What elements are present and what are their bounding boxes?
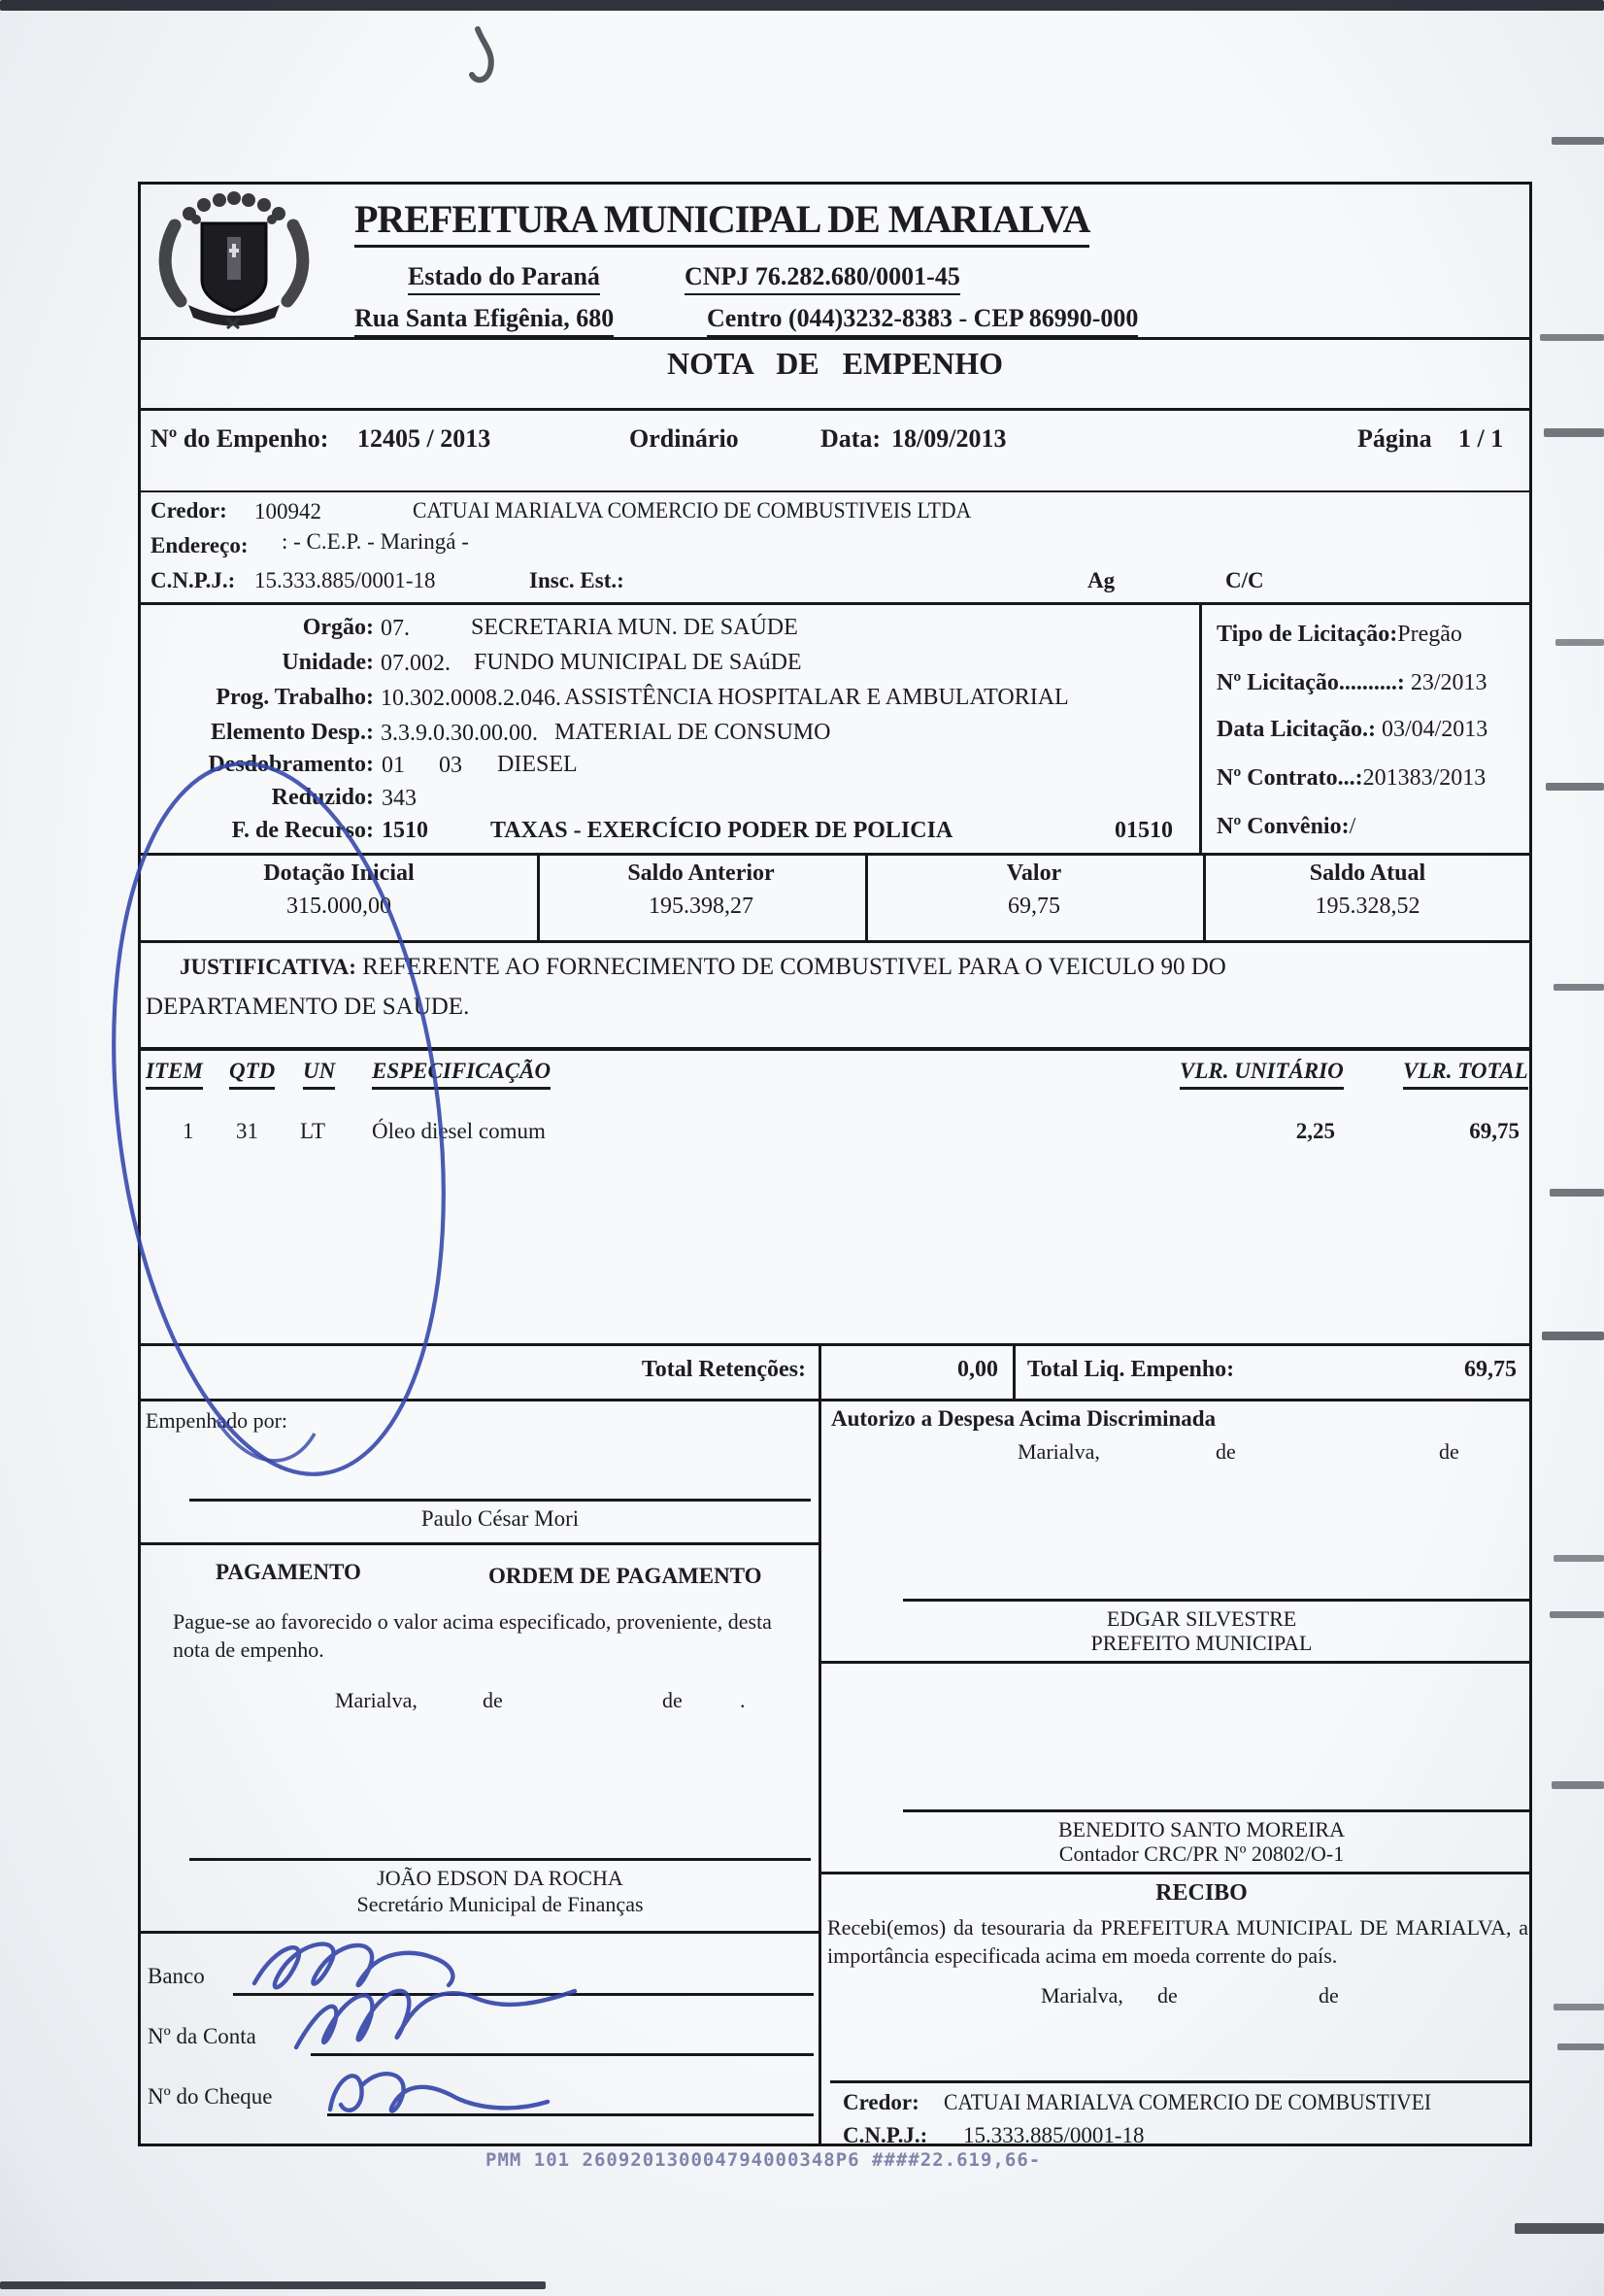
empenho-kind: Ordinário <box>629 424 739 453</box>
bottom-credor-label: Credor: <box>843 2090 919 2114</box>
saldo-anterior-value: 195.398,27 <box>649 894 753 919</box>
num-convenio-value: / <box>1349 814 1356 839</box>
col-qtd: QTD <box>229 1059 275 1090</box>
recibo-text: Recebi(emos) da tesouraria da PREFEITURA MUNICIPAL DE MARIALVA, a importância especificada acima em moeda corrente do país. <box>827 1915 1528 1968</box>
col-especificacao: ESPECIFICAÇÃO <box>372 1059 551 1090</box>
elemento-desp-label: Elemento Desp.: <box>211 720 374 745</box>
orgao-code: 07. <box>381 616 410 641</box>
elemento-desp-desc: MATERIAL DE CONSUMO <box>554 720 831 745</box>
cnpj-value: 15.333.885/0001-18 <box>254 568 436 592</box>
cnpj-label: C.N.P.J.: <box>150 568 236 592</box>
signature-name-benedito: BENEDITO SANTO MOREIRA <box>1058 1817 1345 1841</box>
reduzido-label: Reduzido: <box>271 785 374 810</box>
prog-trabalho-code: 10.302.0008.2.046. <box>381 686 561 711</box>
valor-header: Valor <box>1006 861 1062 886</box>
orgao-desc: SECRETARIA MUN. DE SAÚDE <box>471 615 798 640</box>
conta-signature-scribble <box>296 1991 575 2047</box>
unidade-desc: FUNDO MUNICIPAL DE SAúDE <box>474 650 802 675</box>
col-vlr-unitario: VLR. UNITÁRIO <box>1180 1059 1344 1090</box>
bottom-cnpj-label: C.N.P.J.: <box>843 2123 928 2147</box>
dotacao-inicial-value: 315.000,00 <box>286 894 391 919</box>
pague-se-text: Pague-se ao favorecido o valor acima especificado, proveniente, desta nota de empenho. <box>173 1609 772 1662</box>
fonte-recurso-code2: 01510 <box>1115 818 1173 843</box>
unidade-code: 07.002. <box>381 651 451 676</box>
col-vlr-total: VLR. TOTAL <box>1403 1059 1528 1090</box>
item-qtd: 31 <box>236 1119 258 1143</box>
pen-scratch-top <box>472 29 491 80</box>
justificativa-text1: REFERENTE AO FORNECIMENTO DE COMBUSTIVEL PARA O VEICULO 90 DO <box>362 954 1226 980</box>
endereco-value: : - C.E.P. - Maringá - <box>282 529 469 554</box>
empenho-date: 18/09/2013 <box>891 424 1007 453</box>
period-left: . <box>740 1688 746 1712</box>
page-number: 1 / 1 <box>1458 424 1504 453</box>
cc-label: C/C <box>1225 568 1264 592</box>
item-un: LT <box>300 1119 325 1143</box>
item-vlr-unitario: 2,25 <box>1295 1119 1335 1143</box>
desdobramento-label: Desdobramento: <box>208 752 374 777</box>
de2-right: de <box>1439 1439 1459 1464</box>
pagamento-label: PAGAMENTO <box>216 1560 361 1584</box>
credor-label: Credor: <box>150 498 227 523</box>
desdobramento-code2: 03 <box>439 753 462 778</box>
empenho-date-label: Data: <box>820 424 882 453</box>
saldo-atual-header: Saldo Atual <box>1309 861 1426 886</box>
org-state: Estado do Paraná <box>408 262 600 295</box>
page-label: Página <box>1357 424 1432 453</box>
num-contrato-value: 201383/2013 <box>1362 765 1487 791</box>
dot-matrix-footer: PMM 101 260920130004794000348P6 ####22.619,66- <box>485 2149 1042 2171</box>
city-left: Marialva, <box>335 1688 418 1712</box>
item-number: 1 <box>183 1119 194 1143</box>
recibo-title: RECIBO <box>1155 1880 1248 1906</box>
de2-left: de <box>662 1688 683 1712</box>
org-cnpj: CNPJ 76.282.680/0001-45 <box>685 262 960 295</box>
desdobramento-desc: DIESEL <box>497 752 578 777</box>
ag-label: Ag <box>1087 568 1116 592</box>
num-contrato-label: Nº Contrato...: <box>1217 765 1363 791</box>
valor-value: 69,75 <box>1008 894 1060 919</box>
autorizo-label: Autorizo a Despesa Acima Discriminada <box>831 1406 1217 1431</box>
signature-role-edgar: PREFEITO MUNICIPAL <box>1090 1631 1313 1655</box>
desdobramento-code1: 01 <box>382 753 405 778</box>
fonte-recurso-label: F. de Recurso: <box>231 818 374 843</box>
org-street: Rua Santa Efigênia, 680 <box>354 304 614 337</box>
fonte-recurso-code: 1510 <box>382 818 428 843</box>
elemento-desp-code: 3.3.9.0.30.00.00. <box>381 721 538 746</box>
conta-label: Nº da Conta <box>148 2024 256 2048</box>
city-right1: Marialva, <box>1018 1439 1100 1464</box>
bottom-cnpj-value: 15.333.885/0001-18 <box>963 2123 1145 2147</box>
data-licitacao-label: Data Licitação.: <box>1217 717 1376 742</box>
banco-label: Banco <box>148 1964 205 1988</box>
cheque-signature-scribble <box>330 2074 548 2110</box>
num-licitacao-label: Nº Licitação..........: <box>1217 670 1405 695</box>
doc-title: NOTA DE EMPENHO <box>666 346 1004 381</box>
dotacao-inicial-header: Dotação Inicial <box>263 861 415 886</box>
signature-role-joao: Secretário Municipal de Finanças <box>356 1892 644 1916</box>
justificativa-label: JUSTIFICATIVA: <box>180 955 356 979</box>
num-licitacao-value: 23/2013 <box>1410 670 1487 695</box>
orgao-label: Orgão: <box>302 615 374 640</box>
saldo-anterior-header: Saldo Anterior <box>627 861 775 886</box>
org-district-phone: Centro (044)3232-8383 - CEP 86990-000 <box>707 304 1138 337</box>
credor-code: 100942 <box>254 499 321 523</box>
total-retencoes-label: Total Retenções: <box>641 1357 806 1382</box>
de1-right: de <box>1216 1439 1236 1464</box>
insc-est-label: Insc. Est.: <box>529 568 624 592</box>
prog-trabalho-desc: ASSISTÊNCIA HOSPITALAR E AMBULATORIAL <box>564 685 1069 710</box>
de3-right: de <box>1157 1983 1178 2008</box>
de4-right: de <box>1319 1983 1339 2008</box>
org-title: PREFEITURA MUNICIPAL DE MARIALVA <box>354 197 1089 248</box>
bottom-credor-name-text: CATUAI MARIALVA COMERCIO DE COMBUSTIVEI <box>944 2090 1432 2114</box>
num-convenio-label: Nº Convênio: <box>1217 814 1350 839</box>
banco-signature-scribble <box>254 1944 452 1988</box>
de1-left: de <box>483 1688 503 1712</box>
prog-trabalho-label: Prog. Trabalho: <box>216 685 374 710</box>
unidade-label: Unidade: <box>282 650 374 675</box>
empenhado-por-label: Empenhado por: <box>146 1408 288 1433</box>
col-item: ITEM <box>146 1059 203 1090</box>
item-espec: Óleo diesel comum <box>372 1119 546 1143</box>
signature-name-paulo: Paulo César Mori <box>420 1506 580 1531</box>
signature-name-joao: JOÃO EDSON DA ROCHA <box>377 1866 623 1890</box>
data-licitacao-value: 03/04/2013 <box>1381 717 1488 742</box>
col-un: UN <box>303 1059 335 1090</box>
empenho-num: 12405 / 2013 <box>357 424 491 453</box>
fonte-recurso-desc: TAXAS - EXERCÍCIO PODER DE POLICIA <box>490 818 953 843</box>
signature-scribbles <box>254 1944 575 2111</box>
saldo-atual-value: 195.328,52 <box>1315 894 1420 919</box>
empenho-num-label: Nº do Empenho: <box>150 424 329 453</box>
total-liq-label: Total Liq. Empenho: <box>1027 1357 1235 1382</box>
signature-role-benedito: Contador CRC/PR Nº 20802/O-1 <box>1058 1841 1345 1866</box>
total-retencoes-value: 0,00 <box>957 1357 998 1382</box>
ordem-pagamento-label: ORDEM DE PAGAMENTO <box>488 1564 762 1588</box>
signature-name-edgar: EDGAR SILVESTRE <box>1106 1606 1297 1631</box>
endereco-label: Endereço: <box>150 533 249 557</box>
tipo-licitacao-value: Pregão <box>1397 622 1462 647</box>
justificativa-line2: DEPARTAMENTO DE SAUDE. <box>146 994 470 1020</box>
credor-name-text: CATUAI MARIALVA COMERCIO DE COMBUSTIVEIS LTDA <box>413 498 972 523</box>
handwritten-circle-annotation <box>76 745 481 1494</box>
item-vlr-total: 69,75 <box>1469 1119 1520 1143</box>
city-right2: Marialva, <box>1041 1983 1123 2008</box>
tipo-licitacao-label: Tipo de Licitação: <box>1217 622 1398 647</box>
reduzido-code: 343 <box>382 786 417 811</box>
cheque-label: Nº do Cheque <box>148 2084 273 2109</box>
total-liq-value: 69,75 <box>1464 1357 1517 1382</box>
